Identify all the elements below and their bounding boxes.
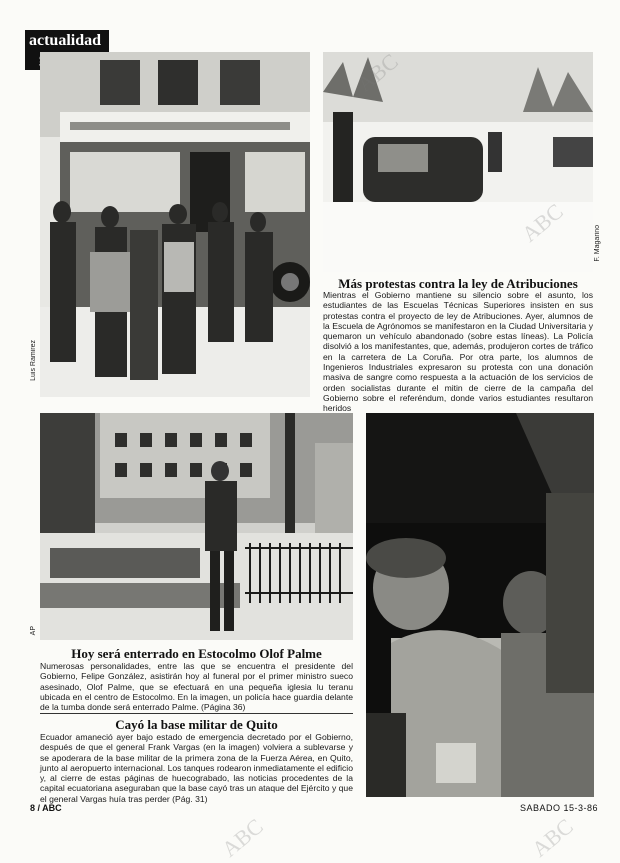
photo-students-bus xyxy=(40,52,310,397)
story1-headline: Más protestas contra la ley de Atribuciones xyxy=(338,276,578,291)
story3-body: Ecuador amaneció ayer bajo estado de emergencia decretado por el Gobierno, después de que el general Frank Vargas (en la imagen) volviera a sublevarse y se apoderara de la base militar de la primera zona de la Fuerza Aérea, en Quito, junto al aeropuerto internacional. Los tanques rodearon inmediatamente el edificio y, al cierre de estas páginas de huecograbado, las noticias procedentes de la capital ecuatoriana aseguraban que la base cayó tras un ataque del Ejército y que el general Vargas huía tras perder (Pág. 31) xyxy=(40,732,353,804)
section-tag-line1: actualidad xyxy=(29,32,102,49)
watermark-abc-1: ABC xyxy=(351,48,403,97)
story-divider xyxy=(40,713,353,714)
photo-credit-protest: F. Magarino xyxy=(594,225,601,262)
story2-headline: Hoy será enterrado en Estocolmo Olof Palme xyxy=(71,646,322,661)
photo-general-vargas xyxy=(366,413,594,797)
story1-body: Mientras el Gobierno mantiene su silencio sobre el asunto, los estudiantes de las Escuelas Técnicas Superiores insisten en sus protestas contra el proyecto de ley de Atribuciones. Ayer, alumnos de la Escuela de Agrónomos se manifestaron en la Ciudad Universitaria y quemaron un vehículo abandonado (sobre estas líneas). La Policía disolvió a los manifestantes, que, además, produjeron cortes de tráfico en la carretera de La Coruña. Por otra parte, los alumnos de Ingenieros Industriales expresaron su protesta con una donación masiva de sangre como respuesta a la actuación de los servicios de orden socialistas durante el mitin de cierre de la campaña del Gobierno sobre el referéndum, donde varios estudiantes resultaron heridos xyxy=(323,290,593,414)
photo-credit-palme: AP xyxy=(30,626,37,636)
story2-body: Numerosas personalidades, entre las que se encuentra el presidente del Gobierno, Felipe González, asistirán hoy al funeral por el primer ministro sueco asesinado, Olof Palme, que se efectuará en una pequeña iglesia lu teranu ubicada en el centro de Estocolmo. En la imagen, un policía hace guardia delante de la tumba donde será enterrado Palme. (Página 36) xyxy=(40,661,353,713)
watermark-abc-2: ABC xyxy=(516,198,568,247)
watermark-abc-4: ABC xyxy=(526,813,578,862)
page-folio: 8 / ABC xyxy=(30,803,62,813)
watermark-abc-3: ABC xyxy=(216,813,268,862)
story3-headline: Cayó la base militar de Quito xyxy=(115,717,278,732)
page-date: SABADO 15-3-86 xyxy=(520,803,599,813)
photo-credit-students: Luis Ramirez xyxy=(30,340,37,381)
photo-palme-grave xyxy=(40,413,353,640)
